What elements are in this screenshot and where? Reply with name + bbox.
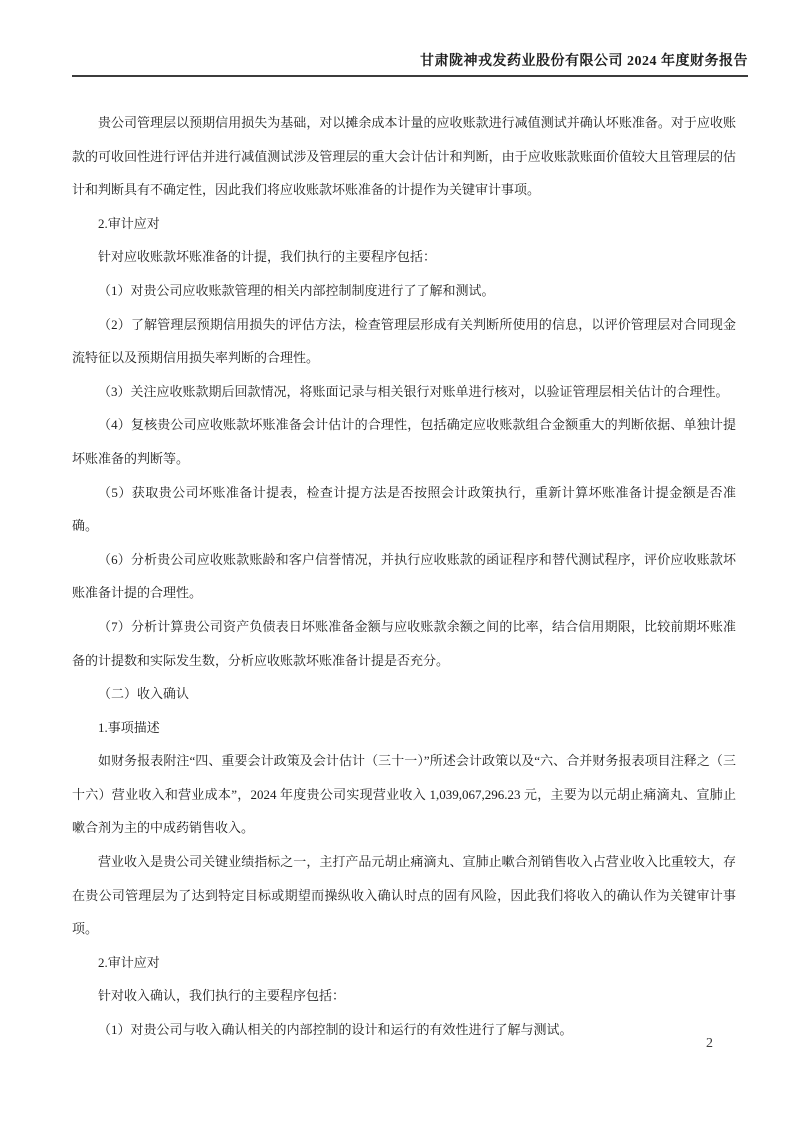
paragraph: 营业收入是贵公司关键业绩指标之一，主打产品元胡止痛滴丸、宣肺止嗽合剂销售收入占营业收入比重较大，存在贵公司管理层为了达到特定目标或期望而操纵收入确认时点的固有风险，因此我们将收入的确认作为关键审计事项。 <box>72 854 736 937</box>
paragraph: 1.事项描述 <box>98 719 160 735</box>
page-footer <box>706 1036 713 1052</box>
paragraph: 针对收入确认，我们执行的主要程序包括： <box>98 988 346 1004</box>
page-number: 2 <box>706 1036 713 1051</box>
paragraph: 2.审计应对 <box>98 954 160 970</box>
document-body <box>72 106 736 1047</box>
paragraph: （2）了解管理层预期信用损失的评估方法，检查管理层形成有关判断所使用的信息，以评价管理层对合同现金流特征以及预期信用损失率判断的合理性。 <box>72 316 736 366</box>
paragraph: （1）对贵公司应收账款管理的相关内部控制制度进行了了解和测试。 <box>98 282 495 298</box>
paragraph: （5）获取贵公司坏账准备计提表，检查计提方法是否按照会计政策执行，重新计算坏账准备计提金额是否准确。 <box>72 484 736 534</box>
paragraph: （二）收入确认 <box>98 686 190 702</box>
header-title: 甘肃陇神戎发药业股份有限公司 2024 年度财务报告 <box>420 54 748 69</box>
paragraph: （6）分析贵公司应收账款账龄和客户信誉情况，并执行应收账款的函证程序和替代测试程序，评价应收账款坏账准备计提的合理性。 <box>72 551 736 601</box>
paragraph: （1）对贵公司与收入确认相关的内部控制的设计和运行的有效性进行了解与测试。 <box>98 1022 573 1038</box>
paragraph: （4）复核贵公司应收账款坏账准备会计估计的合理性，包括确定应收账款组合金额重大的判断依据、单独计提坏账准备的判断等。 <box>72 417 736 466</box>
paragraph: （3）关注应收账款期后回款情况，将账面记录与相关银行对账单进行核对，以验证管理层相关估计的合理性。 <box>98 383 729 399</box>
paragraph: （7）分析计算贵公司资产负债表日坏账准备金额与应收账款余额之间的比率，结合信用期限，比较前期坏账准备的计提数和实际发生数，分析应收账款坏账准备计提是否充分。 <box>72 618 736 668</box>
paragraph: 贵公司管理层以预期信用损失为基础，对以摊余成本计量的应收账款进行减值测试并确认坏账准备。对于应收账款的可收回性进行评估并进行减值测试涉及管理层的重大会计估计和判断，由于应收账款账面价值较大且管理层的估计和判断具有不确定性，因此我们将应收账款坏账准备的计提作为关键审计事项。 <box>72 115 736 198</box>
page-header <box>72 50 748 77</box>
paragraph: 针对应收账款坏账准备的计提，我们执行的主要程序包括： <box>98 249 437 265</box>
paragraph: 如财务报表附注“四、重要会计政策及会计估计（三十一）”所述会计政策以及“六、合并财务报表项目注释之（三十六）营业收入和营业成本”，2024 年度贵公司实现营业收入 1,039,067,296.23 元，主要为以元胡止痛滴丸、宣肺止嗽合剂为主的中成药销售收入。 <box>72 753 736 836</box>
paragraph: 2.审计应对 <box>98 215 160 231</box>
